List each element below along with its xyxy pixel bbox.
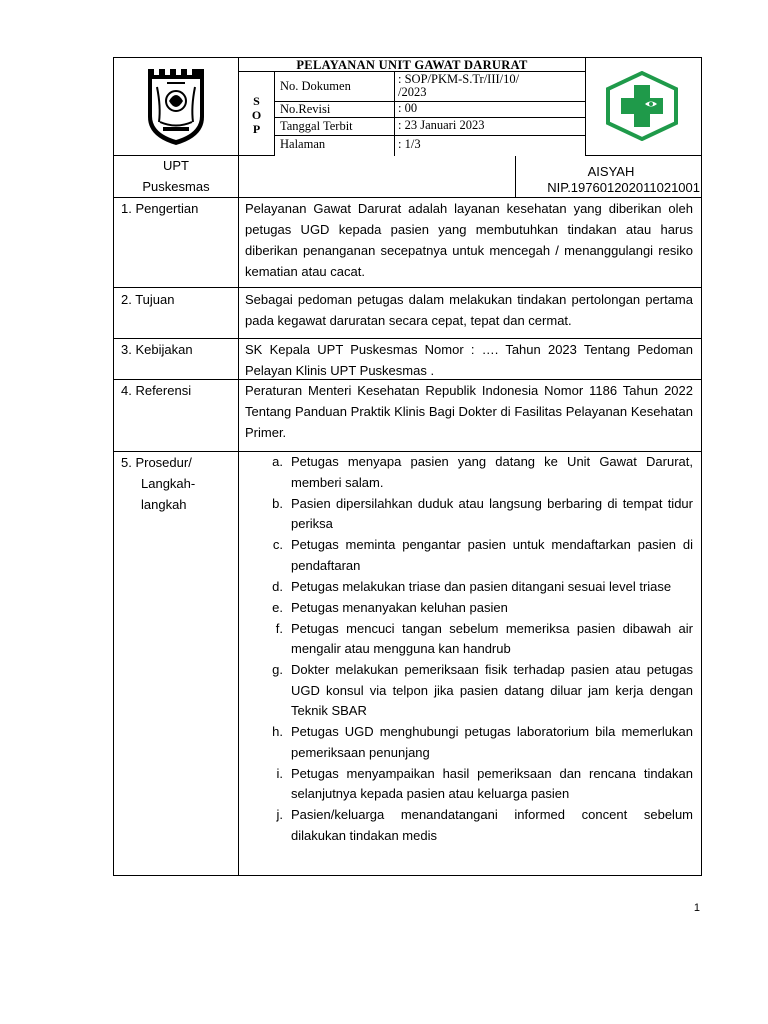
field-label-revision: No.Revisi xyxy=(274,102,394,118)
section-label-definition: 1. Pengertian xyxy=(113,198,238,288)
health-cross-logo-icon xyxy=(604,71,680,141)
list-marker: e. xyxy=(272,599,283,615)
list-item xyxy=(261,805,693,846)
list-item-text: Petugas melakukan triase dan pasien ditangani sesuai level triase xyxy=(291,578,672,594)
list-item-text: Dokter melakukan pemeriksaan fisik terhadap pasien atau petugas UGD konsul via telpon jika pasien datang diluar jam kerja dengan Teknik SBAR xyxy=(291,662,693,718)
sop-letter: S xyxy=(253,94,260,108)
section-text-purpose: Sebagai pedoman petugas dalam melakukan tindakan pertolongan pertama pada kegawat daruratan secara cepat, tepat dan cermat. xyxy=(238,288,702,339)
list-item xyxy=(261,722,693,763)
organization-line2: Puskesmas xyxy=(142,179,210,194)
sop-letter: O xyxy=(251,108,262,122)
field-label-page: Halaman xyxy=(274,136,394,156)
procedure-label-line: langkah xyxy=(141,497,187,512)
signatory-nip: NIP.197601202011021001 xyxy=(547,180,700,195)
list-marker: a. xyxy=(272,454,283,469)
doc-number-line2: /2023 xyxy=(398,85,427,99)
organization-cell xyxy=(113,156,238,198)
left-logo-cell xyxy=(113,57,238,156)
section-label-policy: 3. Kebijakan xyxy=(113,339,238,380)
right-logo-cell xyxy=(585,57,702,156)
procedure-label-line: 5. Prosedur/ xyxy=(121,455,192,470)
list-item xyxy=(261,619,693,660)
procedure-list xyxy=(238,452,702,876)
field-value-page: : 1/3 xyxy=(394,136,585,156)
list-item xyxy=(261,494,693,535)
list-item-text: Petugas mencuci tangan sebelum memeriksa pasien dibawah air mengalir atau mengguna kan handrub xyxy=(291,620,693,656)
field-value-revision: : 00 xyxy=(394,102,585,118)
list-marker: b. xyxy=(272,495,283,511)
blank-middle-cell xyxy=(238,156,515,198)
signatory-name: AISYAH xyxy=(587,164,635,179)
section-label-purpose: 2. Tujuan xyxy=(113,288,238,339)
field-value-issue-date: : 23 Januari 2023 xyxy=(394,118,585,136)
section-label-reference: 4. Referensi xyxy=(113,380,238,452)
list-item-text: Petugas menyapa pasien yang datang ke Unit Gawat Darurat, memberi salam. xyxy=(291,454,693,490)
list-item xyxy=(261,535,693,576)
field-label-issue-date: Tanggal Terbit xyxy=(274,118,394,136)
list-item-text: Petugas menanyakan keluhan pasien xyxy=(291,599,508,615)
procedure-label-line: Langkah- xyxy=(141,476,196,491)
list-item-text: Petugas menyampaikan hasil pemeriksaan dan rencana tindakan selanjutnya kepada pasien atau keluarga pasien xyxy=(291,765,693,801)
section-label-procedure xyxy=(113,452,238,876)
signatory-cell xyxy=(515,156,702,198)
list-marker: f. xyxy=(275,620,283,636)
section-text-reference: Peraturan Menteri Kesehatan Republik Indonesia Nomor 1186 Tahun 2022 Tentang Panduan Praktik Klinis Bagi Dokter di Fasilitas Pelayanan Kesehatan Primer. xyxy=(238,380,702,452)
list-marker: j. xyxy=(276,807,283,822)
list-item xyxy=(261,452,693,493)
list-item xyxy=(261,764,693,805)
list-marker: g. xyxy=(272,662,283,677)
page-number: 1 xyxy=(693,902,700,914)
field-label-doc-number: No. Dokumen xyxy=(274,72,394,102)
organization-line1: UPT xyxy=(163,158,189,173)
list-item xyxy=(261,660,693,722)
field-value-doc-number xyxy=(394,72,585,102)
list-marker: c. xyxy=(272,537,283,552)
list-item-text: Petugas meminta pengantar pasien untuk mendaftarkan pasien di pendaftaran xyxy=(291,537,693,573)
list-marker: d. xyxy=(272,578,283,594)
regional-crest-icon xyxy=(145,67,207,147)
list-item xyxy=(261,598,693,619)
list-item-text: Pasien dipersilahkan duduk atau langsung berbaring di tempat tidur periksa xyxy=(291,495,693,531)
section-text-definition: Pelayanan Gawat Darurat adalah layanan kesehatan yang diberikan oleh petugas UGD kepada pasien yang membutuhkan tindakan atau harus diberikan penanganan secepatnya untuk mencegah / menanggulangi resiko kematian atau cacat. xyxy=(238,198,702,288)
list-item xyxy=(261,577,693,598)
section-text-policy: SK Kepala UPT Puskesmas Nomor : …. Tahun 2023 Tentang Pedoman Pelayan Klinis UPT Puskesmas . xyxy=(238,339,702,380)
list-item-text: Petugas UGD menghubungi petugas laboratorium bila memerlukan pemeriksaan penunjang xyxy=(291,724,693,760)
sop-label-cell xyxy=(238,72,274,156)
document-title: PELAYANAN UNIT GAWAT DARURAT xyxy=(238,57,585,72)
list-item-text: Pasien/keluarga menandatangani informed concent sebelum dilakukan tindakan medis xyxy=(291,807,693,843)
list-marker: h. xyxy=(272,724,283,739)
sop-letter: P xyxy=(252,122,261,136)
doc-number-line1: : SOP/PKM-S.Tr/III/10/ xyxy=(398,72,520,86)
list-marker: i. xyxy=(276,765,283,781)
